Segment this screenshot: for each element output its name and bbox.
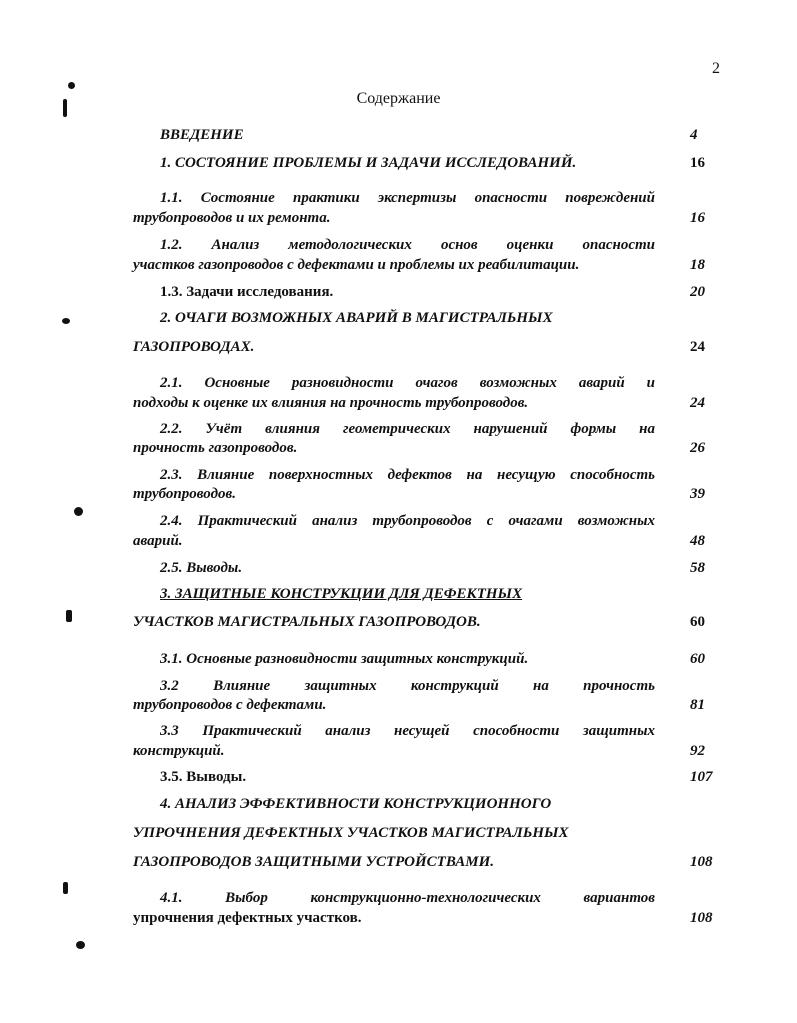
toc-ch3-line2: УЧАСТКОВ МАГИСТРАЛЬНЫХ ГАЗОПРОВОДОВ.: [133, 614, 481, 630]
page-title: Содержание: [356, 90, 441, 107]
toc-s2-3-line2: трубопроводов.: [133, 486, 236, 502]
toc-s2-5-page: 58: [690, 560, 705, 576]
toc-ch4-line2: УПРОЧНЕНИЯ ДЕФЕКТНЫХ УЧАСТКОВ МАГИСТРАЛЬНЫХ: [133, 825, 569, 841]
scan-speck: [63, 882, 68, 894]
toc-s2-2-page: 26: [690, 440, 705, 456]
toc-ch1-label: 1. СОСТОЯНИЕ ПРОБЛЕМЫ И ЗАДАЧИ ИССЛЕДОВАНИЙ.: [160, 155, 577, 171]
scan-speck: [62, 318, 70, 324]
toc-ch1-page: 16: [690, 155, 705, 171]
toc-s1-1-line1: 1.1. Состояние практики экспертизы опасности повреждений: [160, 190, 655, 206]
toc-ch3-page: 60: [690, 614, 705, 630]
scan-speck: [66, 610, 72, 622]
toc-s1-1-page: 16: [690, 210, 705, 226]
toc-s4-1-page: 108: [690, 910, 713, 926]
toc-s3-1-page: 60: [690, 651, 705, 667]
toc-ch2-line2: ГАЗОПРОВОДАХ.: [133, 339, 255, 355]
toc-s1-2-page: 18: [690, 257, 705, 273]
toc-ch4-page: 108: [690, 854, 713, 870]
toc-s2-1-page: 24: [690, 395, 705, 411]
toc-s4-1-line2: упрочнения дефектных участков.: [133, 910, 362, 926]
toc-s2-2-line1: 2.2. Учёт влияния геометрических нарушений формы на: [160, 421, 655, 437]
scan-speck: [63, 99, 67, 117]
toc-s3-2-line2: трубопроводов с дефектами.: [133, 697, 327, 713]
toc-s1-2-line2: участков газопроводов с дефектами и проблемы их реабилитации.: [133, 257, 580, 273]
toc-s1-3-page: 20: [690, 284, 705, 300]
toc-intro-label: ВВЕДЕНИЕ: [160, 127, 244, 143]
toc-s2-1-line1: 2.1. Основные разновидности очагов возможных аварий и: [160, 375, 655, 391]
toc-ch2-page: 24: [690, 339, 705, 355]
toc-s2-4-line2: аварий.: [133, 533, 183, 549]
toc-s1-3-label: 1.3. Задачи исследования.: [160, 284, 334, 300]
scan-speck: [76, 941, 85, 949]
toc-s2-5-label: 2.5. Выводы.: [160, 560, 243, 576]
toc-s2-1-line2: подходы к оценке их влияния на прочность трубопроводов.: [133, 395, 529, 411]
toc-ch4-line3: ГАЗОПРОВОДОВ ЗАЩИТНЫМИ УСТРОЙСТВАМИ.: [133, 854, 495, 870]
toc-intro-page: 4: [690, 127, 698, 143]
toc-s3-5-page: 107: [690, 769, 713, 785]
toc-s3-5-label: 3.5. Выводы.: [160, 769, 247, 785]
toc-s4-1-line1: 4.1. Выбор конструкционно-технологических вариантов: [160, 890, 655, 906]
toc-s3-1-label: 3.1. Основные разновидности защитных конструкций.: [160, 651, 529, 667]
toc-s3-2-page: 81: [690, 697, 705, 713]
toc-s2-4-line1: 2.4. Практический анализ трубопроводов с очагами возможных: [160, 513, 655, 529]
toc-s3-3-line2: конструкций.: [133, 743, 225, 759]
toc-s3-3-page: 92: [690, 743, 705, 759]
scan-speck: [68, 82, 75, 89]
toc-s1-1-line2: трубопроводов и их ремонта.: [133, 210, 331, 226]
toc-s3-3-line1: 3.3 Практический анализ несущей способности защитных: [160, 723, 655, 739]
toc-s2-3-line1: 2.3. Влияние поверхностных дефектов на несущую способность: [160, 467, 655, 483]
scan-speck: [74, 507, 83, 516]
toc-s1-2-line1: 1.2. Анализ методологических основ оценки опасности: [160, 237, 655, 253]
toc-ch2-line1: 2. ОЧАГИ ВОЗМОЖНЫХ АВАРИЙ В МАГИСТРАЛЬНЫХ: [160, 310, 553, 326]
toc-s2-3-page: 39: [690, 486, 705, 502]
toc-s3-2-line1: 3.2 Влияние защитных конструкций на прочность: [160, 678, 655, 694]
toc-ch3-line1: 3. ЗАЩИТНЫЕ КОНСТРУКЦИИ ДЛЯ ДЕФЕКТНЫХ: [160, 586, 523, 602]
toc-s2-2-line2: прочность газопроводов.: [133, 440, 298, 456]
toc-s2-4-page: 48: [690, 533, 705, 549]
page-number: 2: [712, 60, 720, 77]
toc-ch4-line1: 4. АНАЛИЗ ЭФФЕКТИВНОСТИ КОНСТРУКЦИОННОГО: [160, 796, 552, 812]
